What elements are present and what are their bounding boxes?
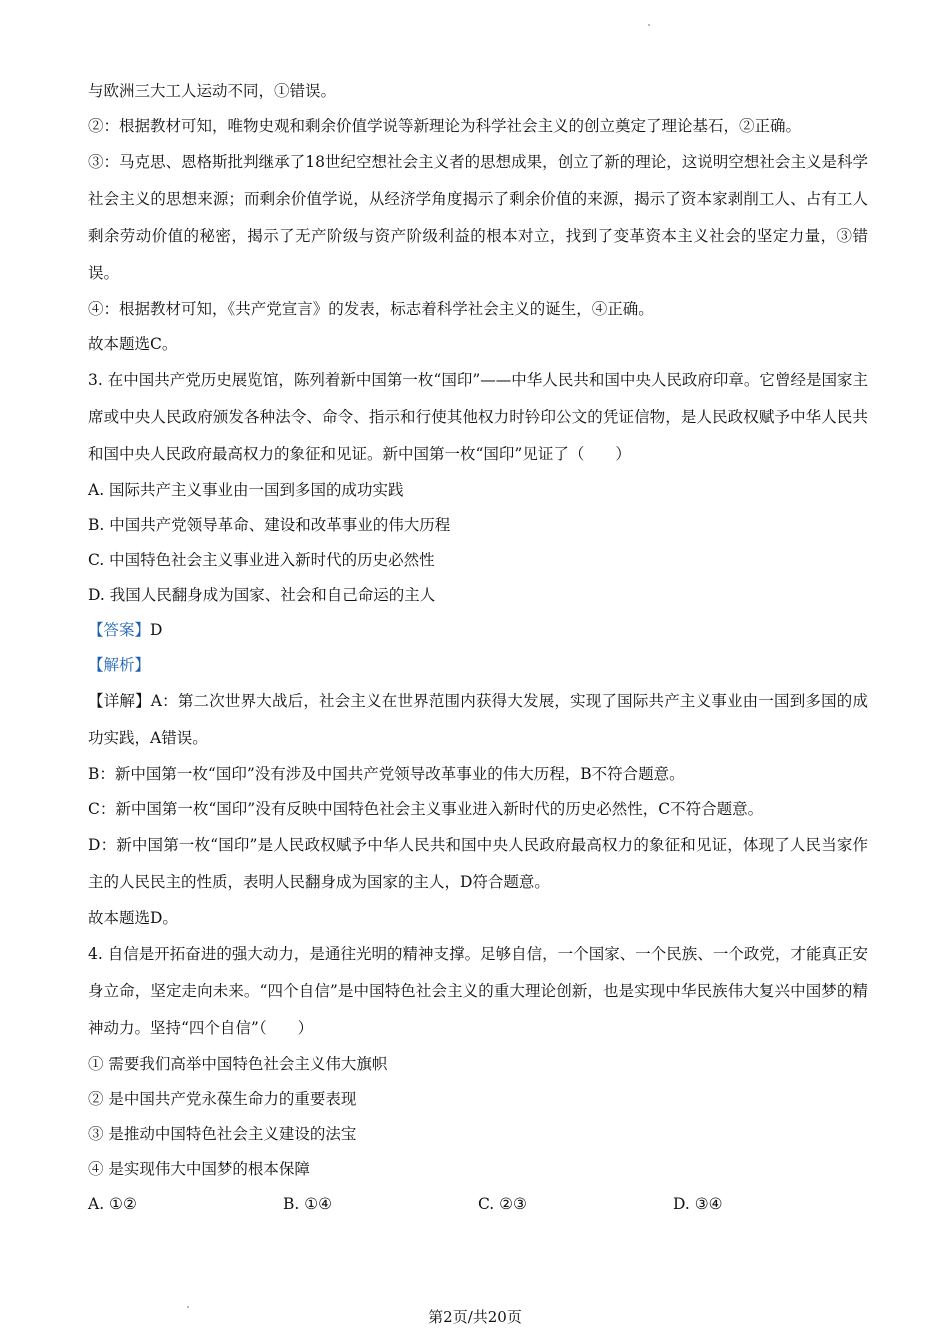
question-3-stem: 3. 在中国共产党历史展览馆，陈列着新中国第一枚“国印”——中华人民共和国中央人民政府印章。它曾经是国家主席或中央人民政府颁发各种法令、命令、指示和行使其他权力时钤印公文的凭证信物，是人民政权赋予中华人民共和国中央人民政府最高权力的象征和见证。新中国第一枚“国印”见证了（ ） — [88, 371, 868, 463]
question-3-option-c: C. 中国特色社会主义事业进入新时代的历史必然性 — [88, 551, 435, 569]
question-3-conclusion: 故本题选D。 — [88, 909, 178, 927]
question-4-item-4: ④ 是实现伟大中国梦的根本保障 — [88, 1160, 310, 1178]
detail-d: D：新中国第一枚“国印”是人民政权赋予中华人民共和国中央人民政府最高权力的象征和见证，体现了人民当家作主的人民民主的性质，表明人民翻身成为国家的主人，D符合题意。 — [88, 836, 868, 891]
question-4-option-a: A. ①② — [88, 1195, 137, 1213]
answer-value: D — [150, 621, 163, 639]
paragraph-3: ③：马克思、恩格斯批判继承了18世纪空想社会主义者的思想成果，创立了新的理论，这说明空想社会主义是科学社会主义的思想来源；而剩余价值学说，从经济学角度揭示了剩余价值的来源，揭示了资本家剥削工人、占有工人剩余劳动价值的秘密，揭示了无产阶级与资产阶级利益的根本对立，找到了变革资本主义社会的坚定力量，③错误。 — [88, 153, 868, 282]
question-4-stem: 4. 自信是开拓奋进的强大动力，是通往光明的精神支撑。足够自信，一个国家、一个民族、一个政党，才能真正安身立命，坚定走向未来。“四个自信”是中国特色社会主义的重大理论创新，也是实现中华民族伟大复兴中国梦的精神动力。坚持“四个自信”（ ） — [88, 945, 868, 1037]
paragraph-1: 与欧洲三大工人运动不同，①错误。 — [88, 82, 337, 100]
answer-tag: 【答案】 — [88, 621, 151, 639]
question-4-option-d: D. ③④ — [673, 1195, 723, 1213]
question-4-option-c: C. ②③ — [478, 1195, 527, 1213]
question-4-item-2: ② 是中国共产党永葆生命力的重要表现 — [88, 1090, 357, 1108]
detail-tag: 【详解】 — [88, 692, 151, 710]
detail-a-text: A：第二次世界大战后，社会主义在世界范围内获得大发展，实现了国际共产主义事业由一国到多国的成功实践，A错误。 — [88, 692, 868, 747]
analysis-tag: 【解析】 — [88, 656, 151, 674]
question-4-item-1: ① 需要我们高举中国特色社会主义伟大旗帜 — [88, 1055, 388, 1073]
detail-c: C：新中国第一枚“国印”没有反映中国特色社会主义事业进入新时代的历史必然性，C不符合题意。 — [88, 800, 764, 818]
question-3-option-a: A. 国际共产主义事业由一国到多国的成功实践 — [88, 481, 404, 499]
scan-dot-top — [648, 24, 650, 26]
analysis-line — [88, 648, 868, 683]
question-3-option-b: B. 中国共产党领导革命、建设和改革事业的伟大历程 — [88, 516, 451, 534]
paragraph-2: ②：根据教材可知，唯物史观和剩余价值学说等新理论为科学社会主义的创立奠定了理论基石，②正确。 — [88, 117, 802, 135]
detail-a — [88, 683, 868, 757]
detail-b: B：新中国第一枚“国印”没有涉及中国共产党领导改革事业的伟大历程，B不符合题意。 — [88, 765, 685, 783]
question-4-option-b: B. ①④ — [283, 1195, 333, 1213]
question-4-options — [88, 1187, 868, 1222]
document-body — [88, 74, 868, 1222]
paragraph-4: ④：根据教材可知，《共产党宣言》的发表，标志着科学社会主义的诞生，④正确。 — [88, 300, 654, 318]
page-footer: 第2页/共20页 — [428, 1308, 522, 1326]
question-4-item-3: ③ 是推动中国特色社会主义建设的法宝 — [88, 1125, 357, 1143]
question-3-option-d: D. 我国人民翻身成为国家、社会和自己命运的主人 — [88, 586, 436, 604]
answer-line — [88, 613, 868, 648]
paragraph-5: 故本题选C。 — [88, 335, 178, 353]
